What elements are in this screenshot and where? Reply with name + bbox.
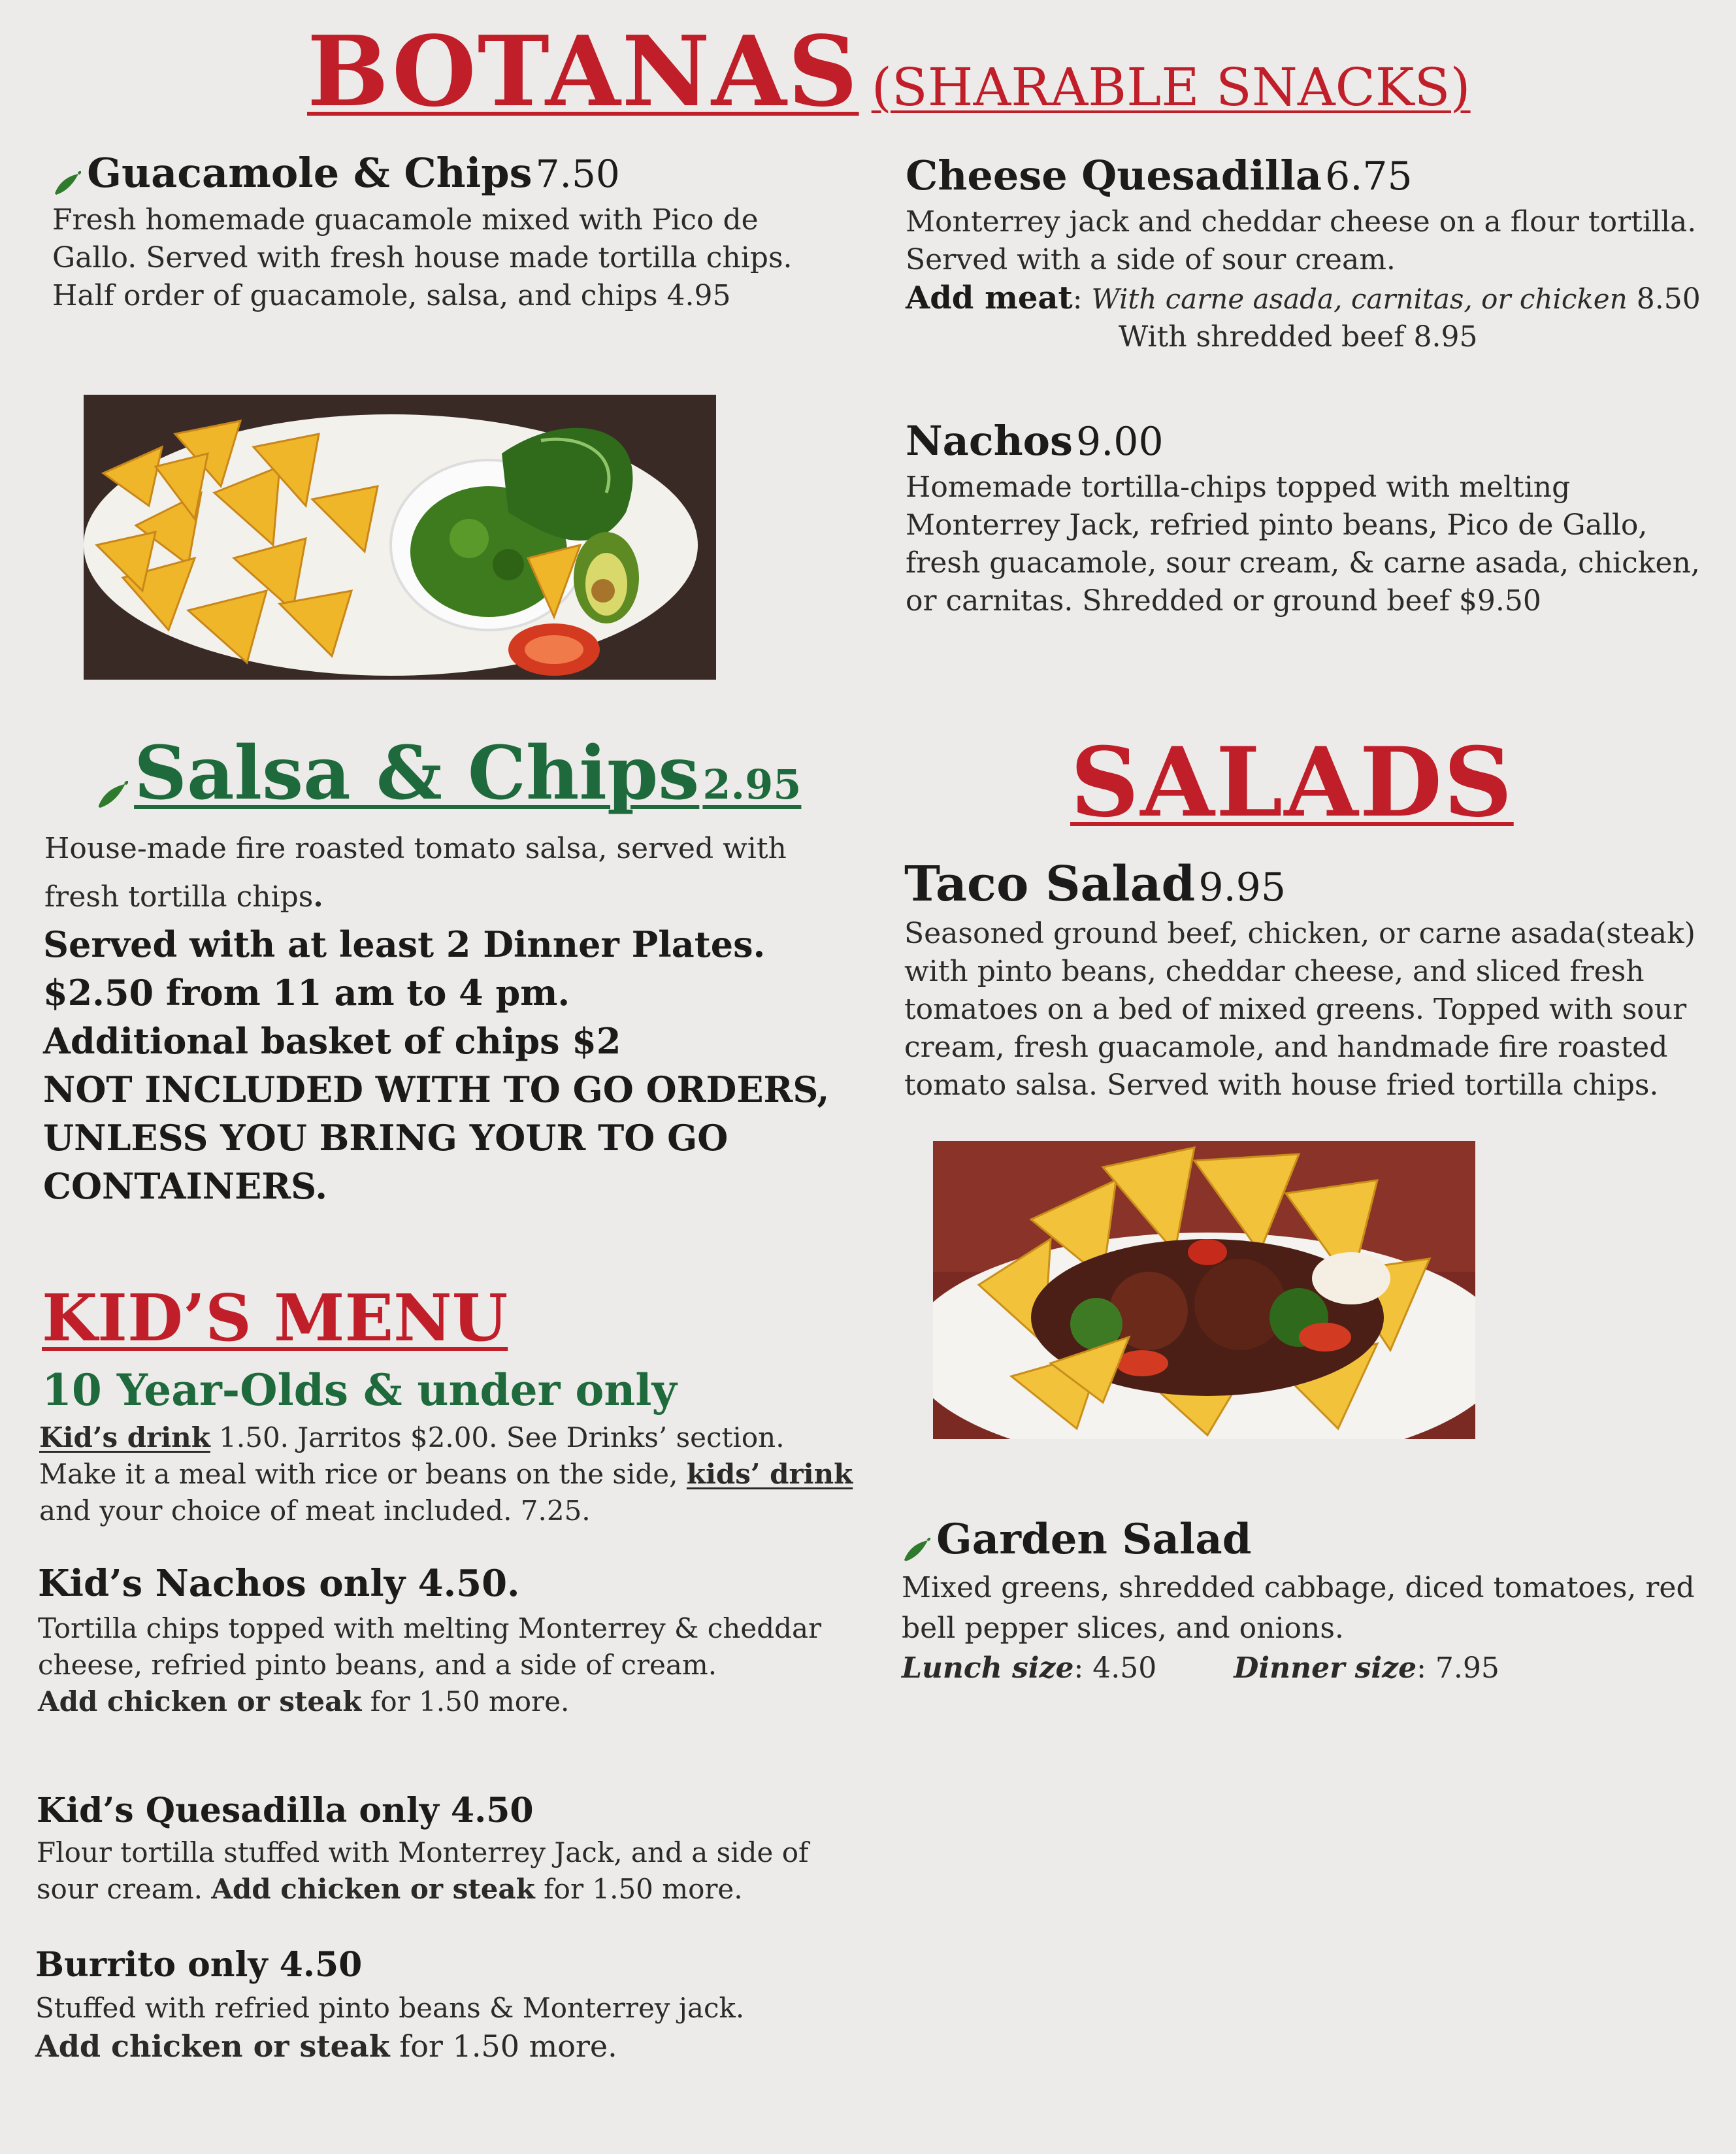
menu-item-salsa-chips	[95, 731, 801, 816]
salsa-notes: Served with at least 2 Dinner Plates. $2.50 from 11 am to 4 pm. Additional basket of chips $2 NOT INCLUDED WITH TO GO ORDERS, UNLESS YOU BRING YOUR TO GO CONTAINERS.	[43, 923, 830, 1207]
item-name: Taco Salad	[904, 856, 1196, 912]
pepper-icon	[95, 781, 128, 811]
item-description: Flour tortilla stuffed with Monterrey Jack, and a side of sour cream. Add chicken or steak for 1.50 more.	[37, 1836, 809, 1905]
item-name: Nachos	[906, 417, 1073, 465]
add-meat-line: Add meat: With carne asada, carnitas, or chicken 8.50	[906, 280, 1701, 316]
section-title-salads: SALADS	[1070, 727, 1514, 838]
item-name: Salsa & Chips	[134, 731, 700, 816]
menu-item-guacamole	[52, 149, 793, 315]
taco-salad-photo	[933, 1141, 1475, 1439]
garden-sizes: Lunch size: 4.50 Dinner size: 7.95	[902, 1651, 1499, 1685]
kids-drink-info: Kid’s drink 1.50. Jarritos $2.00. See Drinks’ section. Make it a meal with rice or beans on the side, kids’ drink and your choice of meat included. 7.25.	[39, 1421, 853, 1527]
item-price: 9.95	[1198, 865, 1286, 910]
item-name: Kid’s Quesadilla only 4.50	[37, 1791, 534, 1831]
section-subtitle: (SHARABLE SNACKS)	[871, 57, 1471, 118]
menu-item-kids-quesadilla	[37, 1791, 809, 1908]
item-description: Tortilla chips topped with melting Monterrey & cheddar cheese, refried pinto beans, and a side of cream. Add chicken or steak for 1.50 more.	[38, 1612, 822, 1717]
item-description: Homemade tortilla-chips topped with melting Monterrey Jack, refried pinto beans, Pico de Gallo, fresh guacamole, sour cream, & carne asada, chicken, or carnitas. Shredded or ground beef $9.50	[906, 471, 1700, 618]
item-name: Cheese Quesadilla	[906, 152, 1322, 199]
item-description: Mixed greens, shredded cabbage, diced tomatoes, red bell pepper slices, and onions.	[902, 1571, 1695, 1645]
menu-item-nachos	[906, 417, 1700, 620]
menu-item-garden-salad	[902, 1515, 1695, 1688]
menu-header	[307, 14, 1471, 128]
item-name: Kid’s Nachos only 4.50.	[38, 1562, 520, 1605]
item-name: Burrito only 4.50	[35, 1945, 363, 1985]
menu-item-kids-nachos	[38, 1562, 821, 1720]
salsa-description: House-made fire roasted tomato salsa, served with fresh tortilla chips.	[44, 832, 787, 914]
item-description: Stuffed with refried pinto beans & Monterrey jack. Add chicken or steak for 1.50 more.	[35, 1992, 745, 2064]
kids-subtitle: 10 Year-Olds & under only	[42, 1365, 677, 1416]
pepper-icon	[52, 171, 81, 197]
section-title-botanas: BOTANAS	[307, 14, 859, 128]
item-price: 6.75	[1325, 154, 1413, 199]
add-beef-line: With shredded beef 8.95	[1119, 320, 1478, 354]
item-name: Garden Salad	[936, 1515, 1252, 1564]
item-price: 2.95	[702, 761, 802, 808]
item-price: 9.00	[1076, 419, 1164, 465]
chips-guacamole-photo	[84, 395, 716, 680]
item-description: Seasoned ground beef, chicken, or carne asada(steak) with pinto beans, cheddar cheese, and sliced fresh tomatoes on a bed of mixed greens. Topped with sour cream, fresh guacamole, and handmade fire roasted tomato salsa. Served with house fried tortilla chips.	[904, 917, 1695, 1102]
item-price: 7.50	[535, 152, 620, 196]
pepper-icon	[902, 1538, 930, 1564]
menu-item-taco-salad	[904, 856, 1695, 1104]
section-title-kids: KID’S MENU	[42, 1281, 508, 1356]
item-name: Guacamole & Chips	[87, 149, 532, 197]
item-description: Fresh homemade guacamole mixed with Pico de Gallo. Served with fresh house made tortilla chips. Half order of guacamole, salsa, and chips 4.95	[52, 203, 793, 312]
item-description: Monterrey jack and cheddar cheese on a flour tortilla. Served with a side of sour cream.	[906, 205, 1697, 276]
menu-item-burrito	[35, 1945, 744, 2066]
menu-item-cheese-quesadilla	[906, 152, 1701, 356]
